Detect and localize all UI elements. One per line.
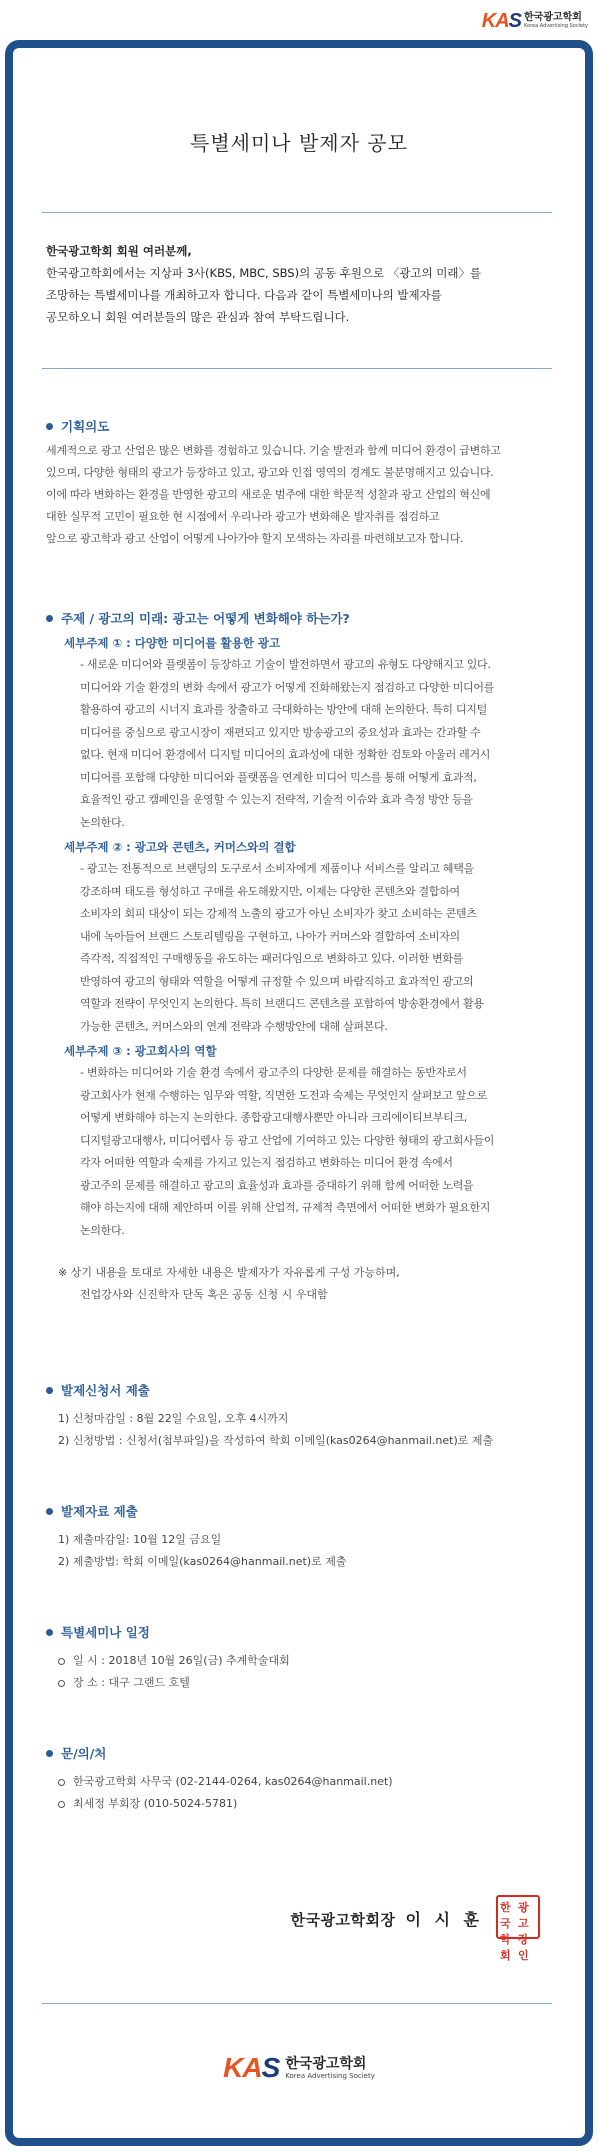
signature-text xyxy=(291,1907,483,1930)
list-item: 2) 신청방법 : 신청서(첨부파일)을 작성하여 학회 이메일(kas0264@hanmail.net)로 제출 xyxy=(58,1434,494,1447)
circle-bullet-icon xyxy=(58,1779,65,1786)
signature-block xyxy=(0,1895,598,1962)
list-item: 1) 제출마감일: 10월 12일 금요일 xyxy=(58,1533,222,1546)
section-heading: 특별세미나 일정 xyxy=(46,1622,558,1642)
intro-line: 조망하는 특별세미나를 개최하고자 합니다. 다음과 같이 특별세미나의 발제자를 xyxy=(46,288,442,302)
signature-name: 이 시 훈 xyxy=(405,1910,483,1929)
footer-logo xyxy=(0,2054,598,2082)
bullet-dot-icon xyxy=(46,1750,53,1757)
section-theme xyxy=(46,608,558,1306)
bullet-dot-icon xyxy=(46,1508,53,1515)
kas-logo-mark: KAS xyxy=(223,2052,280,2083)
logo-name-ko: 한국광고학회 xyxy=(285,2055,367,2072)
intro-greeting: 한국광고학회 회원 여러분께, xyxy=(46,244,192,258)
section-heading: 문/의/처 xyxy=(46,1743,558,1763)
subtopic-1-body: - 새로운 미디어와 플랫폼이 등장하고 기술이 발전하면서 광고의 유형도 다양해지고 있다. 미디어와 기술 환경의 변화 속에서 광고가 어떻게 진화해왔는지 점검하고 다양한 미디어를 활용하여 광고의 시너지 효과를 창출하고 극대화하는 방안에 대해 논의한다. 특히 디지털 미디어를 중심으로 광고시장이 재편되고 있지만 방송광고의 중요성과 효과는 간과할 수 없다. 현재 미디어 환경에서 디지털 미디어의 효과성에 대한 정확한 검토와 아울러 레거시 미디어를 포함해 다양한 미디어와 플랫폼을 연계한 미디어 믹스를 통해 어떻게 효과적, 효율적인 광고 캠페인을 운영할 수 있는지 전략적, 기술적 이슈와 효과 측정 방안 등을 논의한다. xyxy=(80,658,495,829)
section-heading: 발제자료 제출 xyxy=(46,1501,558,1521)
intro-line: 공모하오니 회원 여러분들의 많은 관심과 참여 부탁드립니다. xyxy=(46,310,350,324)
list-item: 2) 제출방법: 학회 이메일(kas0264@hanmail.net)로 제출 xyxy=(58,1555,347,1568)
bullet-dot-icon xyxy=(46,1629,53,1636)
header-logo xyxy=(482,10,588,32)
intro-paragraph xyxy=(46,240,556,328)
subtopic-1-heading: 세부주제 ① : 다양한 미디어를 활용한 광고 xyxy=(64,636,281,650)
subtopic-2-body: - 광고는 전통적으로 브랜딩의 도구로서 소비자에게 제품이나 서비스를 알리고 혜택을 강조하며 태도를 형성하고 구매를 유도해왔지만, 이제는 다양한 콘텐츠와 결합하여 소비자의 회피 대상이 되는 강제적 노출의 광고가 아닌 소비자가 찾고 소비하는 콘텐츠 내에 녹아들어 브랜드 스토리텔링을 구현하고, 나아가 커머스와 결합하여 소비자의 즉각적, 직접적인 구매행동을 유도하는 패러다임으로 변화하고 있다. 이러한 변화를 반영하여 광고의 형태와 역할을 어떻게 규정할 수 있으며 바람직하고 효과적인 광고의 역할과 전략이 무엇인지 논의한다. 특히 브랜디드 콘텐츠를 포함하여 방송환경에서 활용 가능한 콘텐츠, 커머스와의 연계 전략과 수행방안에 대해 살펴본다. xyxy=(80,862,484,1033)
bullet-dot-icon xyxy=(46,615,53,622)
list-item: 최세정 부회장 (010-5024-5781) xyxy=(46,1793,558,1815)
circle-bullet-icon xyxy=(58,1801,65,1808)
section-heading: 발제신청서 제출 xyxy=(46,1380,558,1400)
kas-logo-mark: KAS xyxy=(481,10,521,32)
subtopic-3-heading: 세부주제 ③ : 광고회사의 역할 xyxy=(64,1044,217,1058)
intro-line: 한국광고학회에서는 지상파 3사(KBS, MBC, SBS)의 공동 후원으로 〈광고의 미래〉를 xyxy=(46,266,482,280)
divider xyxy=(42,2003,552,2004)
list-item: 한국광고학회 사무국 (02-2144-0264, kas0264@hanmail.net) xyxy=(46,1771,558,1793)
planning-text: 세계적으로 광고 산업은 많은 변화를 경험하고 있습니다. 기술 발전과 함께 미디어 환경이 급변하고 있으며, 다양한 형태의 광고가 등장하고 있고, 광고와 인접 영역의 경계도 불분명해지고 있습니다. 이에 따라 변화하는 환경을 반영한 광고의 새로운 범주에 대한 학문적 성찰과 광고 산업의 혁신에 대한 실무적 고민이 필요한 현 시점에서 우리나라 광고가 변화해온 발자취를 점검하고 앞으로 광고학과 광고 산업이 어떻게 나아가야 할지 모색하는 자리를 마련해보고자 합니다. xyxy=(46,444,501,545)
official-seal-icon: 한국 광고 학회 장인 xyxy=(496,1895,540,1939)
section-heading: 주제 / 광고의 미래: 광고는 어떻게 변화해야 하는가? xyxy=(46,608,558,628)
subtopic-2-heading: 세부주제 ② : 광고와 콘텐츠, 커머스와의 결합 xyxy=(64,840,296,854)
list-item: 장 소 : 대구 그랜드 호텔 xyxy=(46,1672,558,1694)
bullet-dot-icon xyxy=(46,423,53,430)
divider xyxy=(42,368,552,369)
divider xyxy=(42,212,552,213)
section-heading: 기획의도 xyxy=(46,416,558,436)
section-contact xyxy=(46,1743,558,1815)
logo-name-en: Korea Advertising Society xyxy=(285,2071,375,2080)
circle-bullet-icon xyxy=(58,1658,65,1665)
subtopic-3-body: - 변화하는 미디어와 기술 환경 속에서 광고주의 다양한 문제를 해결하는 동반자로서 광고회사가 현재 수행하는 임무와 역할, 직면한 도전과 숙제는 무엇인지 살펴보고 앞으로 어떻게 변화해야 하는지 논의한다. 종합광고대행사뿐만 아니라 크리에이티브부티크, 디지털광고대행사, 미디어렙사 등 광고 산업에 기여하고 있는 다양한 형태의 광고회사들이 각자 어떠한 역할과 숙제를 가지고 있는지 점검하고 변화하는 미디어 환경 속에서 광고주의 문제를 해결하고 광고의 효율성과 효과를 증대하기 위해 함께 어떠한 노력을 해야 하는지에 대해 제안하며 이를 위해 산업적, 규제적 측면에서 어떠한 변화가 필요한지 논의한다. xyxy=(80,1066,495,1237)
list-item: 일 시 : 2018년 10월 26일(금) 추계학술대회 xyxy=(46,1650,558,1672)
theme-note: ※ 상기 내용을 토대로 자세한 내용은 발제자가 자유롭게 구성 가능하며, 전업강사와 신진학자 단독 혹은 공동 신청 시 우대함 xyxy=(58,1266,400,1301)
logo-name-en: Korea Advertising Society xyxy=(523,23,588,29)
list-item: 1) 신청마감일 : 8월 22일 수요일, 오후 4시까지 xyxy=(58,1412,289,1425)
bullet-dot-icon xyxy=(46,1387,53,1394)
section-application xyxy=(46,1380,558,1452)
section-planning xyxy=(46,416,558,550)
signature-title: 한국광고학회장 xyxy=(290,1911,396,1929)
logo-name-ko: 한국광고학회 xyxy=(523,12,582,23)
circle-bullet-icon xyxy=(58,1680,65,1687)
page-title: 특별세미나 발제자 공모 xyxy=(190,131,408,155)
section-schedule xyxy=(46,1622,558,1694)
section-materials xyxy=(46,1501,558,1573)
